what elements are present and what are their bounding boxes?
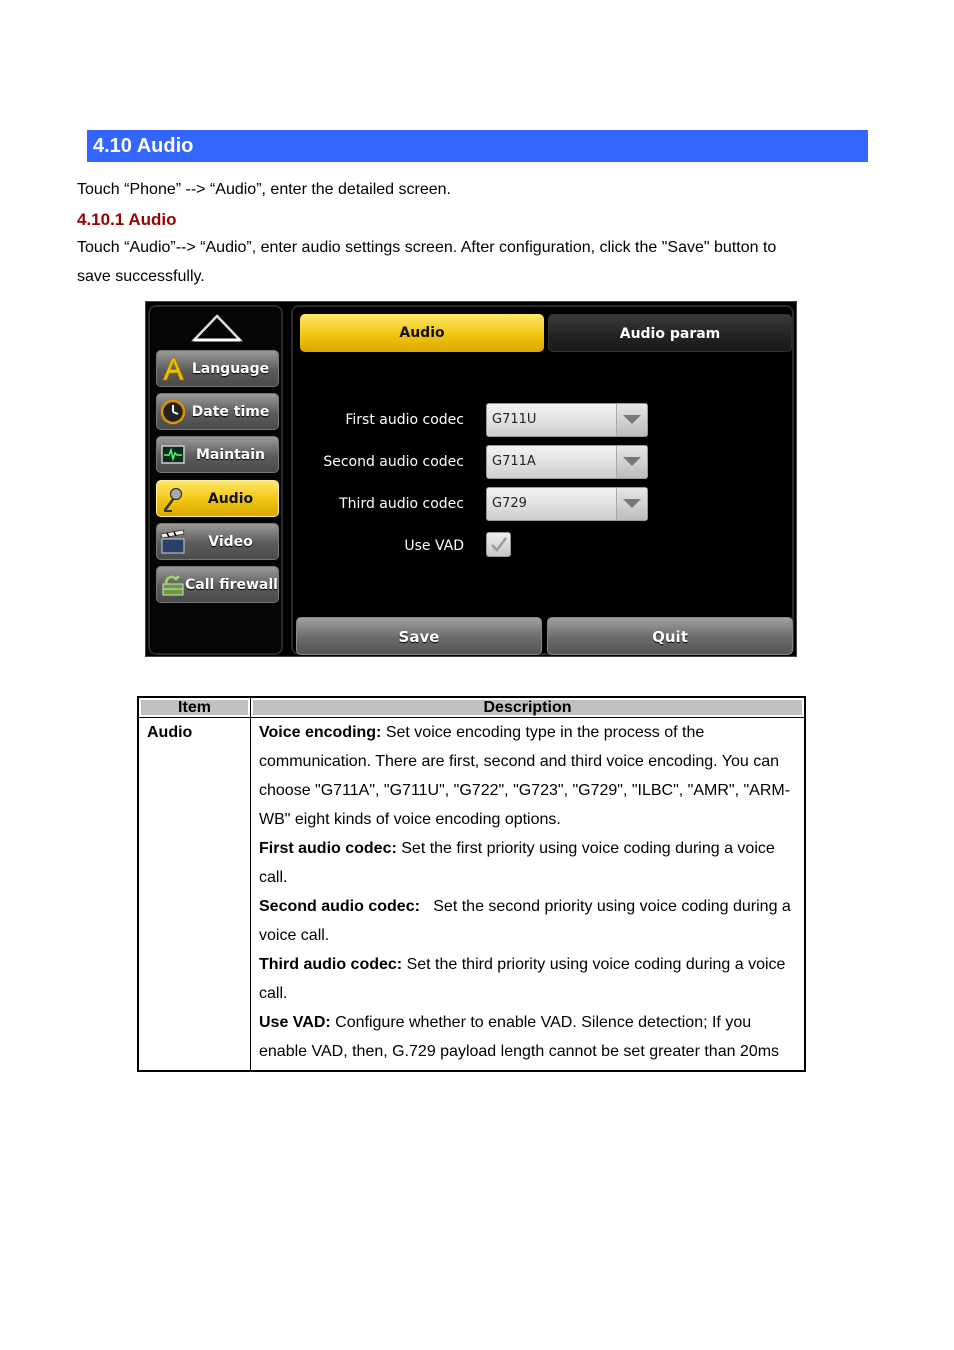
sidebar-item-audio[interactable] <box>156 480 279 517</box>
clapperboard-icon <box>160 529 186 555</box>
sidebar-item-language[interactable] <box>156 350 279 387</box>
sidebar-item-call-firewall[interactable] <box>156 566 279 603</box>
entry-term: Use VAD: <box>259 1014 331 1031</box>
checkmark-icon <box>487 533 510 556</box>
third-codec-label: Third audio codec <box>339 496 464 512</box>
sidebar-item-label: Date time <box>191 404 270 420</box>
entry-text: Set the second priority using voice coding during a voice call. <box>259 898 796 944</box>
sidebar-item-maintain[interactable] <box>156 436 279 473</box>
entry-text: Set the first priority using voice coding during a voice call. <box>259 840 775 886</box>
third-codec-entry <box>259 950 796 1008</box>
use-vad-checkbox[interactable] <box>486 532 511 557</box>
monitor-icon <box>160 442 186 468</box>
clock-icon <box>160 399 186 425</box>
save-button[interactable]: Save <box>296 617 542 655</box>
table-header-row <box>138 697 805 718</box>
subsection-text-line-2: save successfully. <box>77 268 205 285</box>
tab-audio-param[interactable]: Audio param <box>548 314 792 352</box>
first-codec-select[interactable] <box>486 403 648 437</box>
use-vad-entry <box>259 1008 796 1066</box>
first-codec-label: First audio codec <box>345 412 464 428</box>
second-codec-select[interactable] <box>486 445 648 479</box>
audio-settings-panel <box>291 305 794 655</box>
entry-text: Configure whether to enable VAD. Silence detection; If you enable VAD, then, G.729 payload length cannot be set greater than 20ms <box>259 1014 780 1060</box>
subsection-text-line-1: Touch “Audio”--> “Audio”, enter audio settings screen. After configuration, click the "Save" button to <box>77 239 777 256</box>
third-codec-value: G729 <box>492 496 527 511</box>
second-codec-label: Second audio codec <box>323 454 464 470</box>
quit-button[interactable]: Quit <box>547 617 793 655</box>
entry-term: Third audio codec: <box>259 956 403 973</box>
entry-term: Voice encoding: <box>259 724 382 741</box>
second-codec-value: G711A <box>492 454 536 469</box>
sidebar-item-label: Language <box>191 361 270 377</box>
first-codec-value: G711U <box>492 412 537 427</box>
chevron-down-icon[interactable] <box>616 488 647 520</box>
entry-term: Second audio codec: <box>259 898 420 915</box>
device-screen <box>145 301 797 657</box>
firewall-icon <box>160 572 186 598</box>
voice-encoding-entry <box>259 718 796 834</box>
intro-text: Touch “Phone” --> “Audio”, enter the detailed screen. <box>77 181 451 198</box>
item-column-header: Item <box>138 697 251 718</box>
sidebar-item-video[interactable] <box>156 523 279 560</box>
sidebar-item-label: Audio <box>207 491 254 507</box>
description-table <box>137 696 806 1072</box>
use-vad-label: Use VAD <box>404 538 464 554</box>
entry-term: First audio codec: <box>259 840 397 857</box>
scroll-up-icon[interactable] <box>191 313 243 343</box>
microphone-icon <box>160 486 186 512</box>
sidebar-item-label: Video <box>208 534 253 550</box>
entry-text: Set voice encoding type in the process of the communication. There are first, second and third voice encoding. You can choose "G711A", "G711U", "G722", "G723", "G729", "ILBC", "AMR", "ARM-WB" eight kinds of voice encoding options. <box>259 724 791 828</box>
sidebar-item-date-time[interactable] <box>156 393 279 430</box>
third-codec-select[interactable] <box>486 487 648 521</box>
chevron-down-icon[interactable] <box>616 404 647 436</box>
section-heading: 4.10 Audio <box>87 130 868 162</box>
first-codec-entry <box>259 834 796 892</box>
second-codec-entry <box>259 892 796 950</box>
settings-sidebar <box>148 305 283 655</box>
description-cell <box>251 718 806 1072</box>
table-row <box>138 718 805 1072</box>
item-cell: Audio <box>138 718 251 1072</box>
subsection-heading: 4.10.1 Audio <box>77 210 177 229</box>
entry-text: Set the third priority using voice coding during a voice call. <box>259 956 786 1002</box>
sidebar-item-label: Call firewall <box>185 577 278 593</box>
description-column-header: Description <box>251 697 806 718</box>
sidebar-item-label: Maintain <box>195 447 266 463</box>
tab-audio[interactable]: Audio <box>300 314 544 352</box>
language-icon <box>160 356 186 382</box>
chevron-down-icon[interactable] <box>616 446 647 478</box>
